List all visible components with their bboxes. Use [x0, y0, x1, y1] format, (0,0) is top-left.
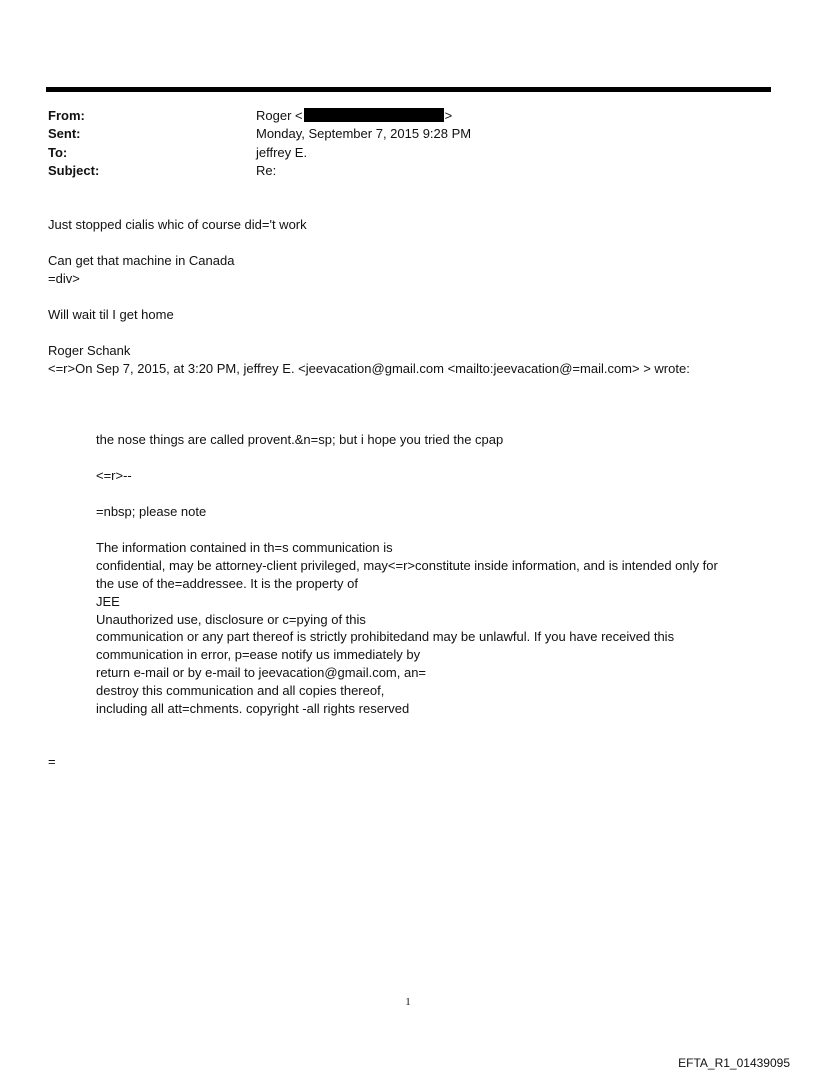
body-line-1: Just stopped cialis whic of course did='t work	[48, 217, 307, 232]
page-number: 1	[405, 996, 411, 1008]
disclaimer-line-7: communication in error, p=ease notify us immediately by	[96, 647, 421, 662]
body-line-4: Will wait til I get home	[48, 307, 174, 322]
disclaimer-line-6: communication or any part thereof is strictly prohibitedand may be unlawful. If you have received this	[96, 629, 675, 644]
quote-intro: <=r>On Sep 7, 2015, at 3:20 PM, jeffrey E. <jeevacation@gmail.com <mailto:jeevacation@=mail.com> > wrote:	[48, 361, 690, 376]
subject-label: Subject:	[48, 163, 100, 178]
disclaimer-line-8: return e-mail or by e-mail to jeevacation@gmail.com, an=	[96, 665, 427, 680]
body-line-3: =div>	[48, 271, 80, 286]
disclaimer-line-3: the use of the=addressee. It is the property of	[96, 576, 358, 591]
disclaimer-line-1: The information contained in th=s communication is	[96, 540, 393, 555]
disclaimer-line-9: destroy this communication and all copies thereof,	[96, 683, 385, 698]
redaction-box	[304, 108, 444, 122]
from-end: >	[444, 108, 453, 123]
bates-number: EFTA_R1_01439095	[678, 1056, 790, 1070]
body-line-2: Can get that machine in Canada	[48, 253, 235, 268]
sent-value: Monday, September 7, 2015 9:28 PM	[256, 126, 472, 141]
to-label: To:	[48, 145, 68, 160]
disclaimer-line-4: JEE	[96, 594, 120, 609]
header-rule	[46, 87, 771, 92]
sent-label: Sent:	[48, 126, 81, 141]
from-value	[256, 108, 452, 123]
disclaimer-line-5: Unauthorized use, disclosure or c=pying of this	[96, 612, 366, 627]
to-value: jeffrey E.	[256, 145, 308, 160]
subject-value: Re:	[256, 163, 277, 178]
from-name: Roger <	[256, 108, 303, 123]
trailer-equals: =	[48, 754, 56, 769]
quoted-line-3: =nbsp; please note	[96, 504, 207, 519]
from-label: From:	[48, 108, 85, 123]
disclaimer-line-2: confidential, may be attorney-client privileged, may<=r>constitute inside information, and is intended only for	[96, 558, 718, 573]
quoted-line-2: <=r>--	[96, 468, 132, 483]
disclaimer-line-10: including all att=chments. copyright -all rights reserved	[96, 701, 410, 716]
signature: Roger Schank	[48, 343, 131, 358]
quoted-line-1: the nose things are called provent.&n=sp; but i hope you tried the cpap	[96, 432, 504, 447]
